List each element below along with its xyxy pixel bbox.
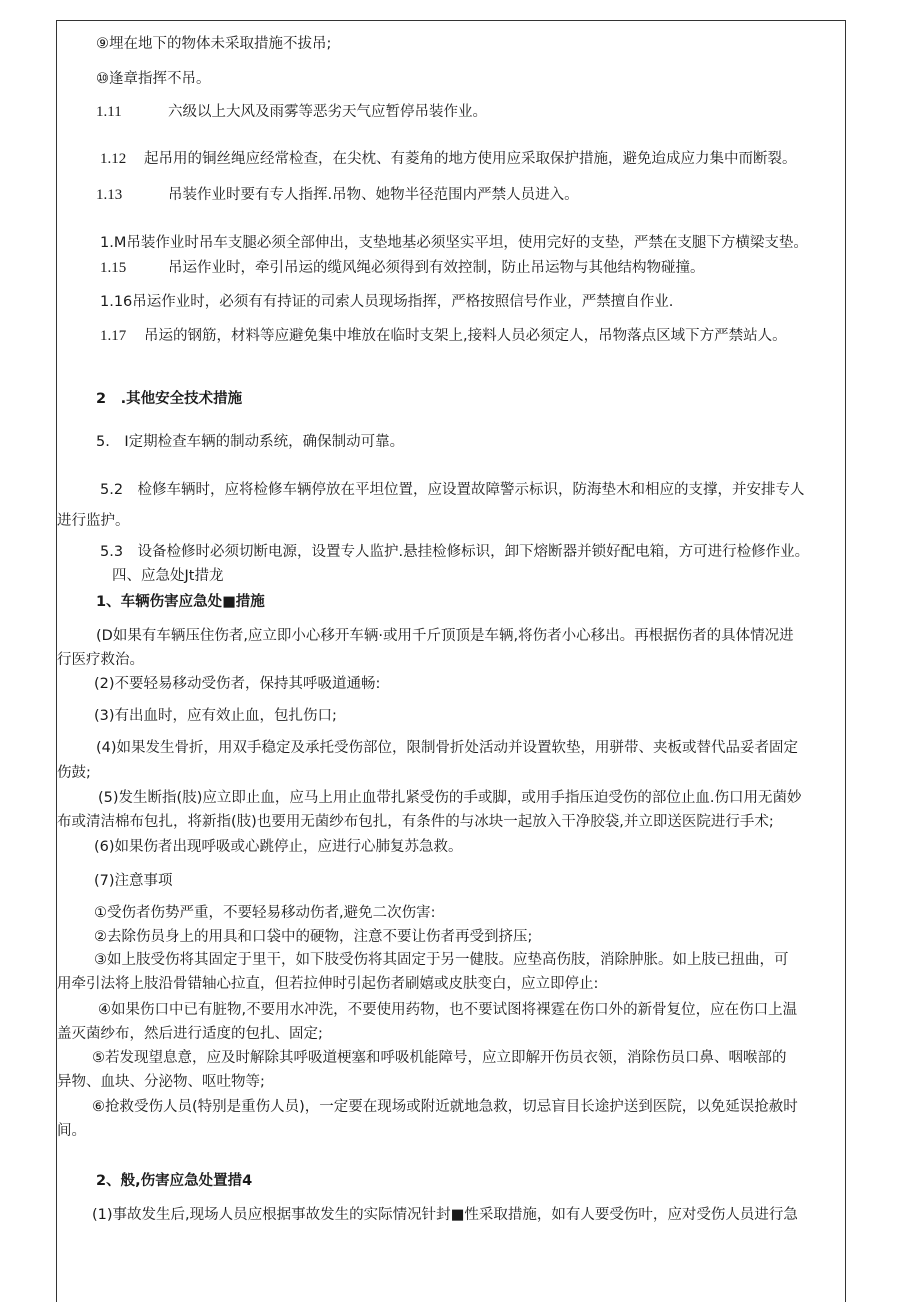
text-line: ⑥抢救受伤人员(特别是重伤人员)，一定要在现场或附近就地急救，切忌盲目长途护送到医院，以免延误抢赦时 [92, 1099, 798, 1115]
text-line: ⑤若发现望息意，应及时解除其呼吸道梗塞和呼吸机能障号，应立即解开伤员衣领，消除伤员口鼻、咽喉部的 [92, 1050, 787, 1066]
section-heading: 2 .其他安全技术措施 [96, 391, 243, 407]
text-line: 异物、血块、分泌物、呕吐物等; [57, 1074, 265, 1090]
text-line: 1.16吊运作业时，必须有有持证的司索人员现场指挥，严格按照信号作业，严禁擅自作业. [100, 294, 674, 310]
text-line: 吊装作业时要有专人指挥.吊物、她物半径范围内严禁人员进入。 [168, 187, 579, 203]
text-line: (1)事故发生后,现场人员应根据事故发生的实际情况针封■性采取措施，如有人要受伤叶，应对受伤人员进行急 [92, 1207, 798, 1223]
text-line: ⑨埋在地下的物体未采取措施不拔吊; [96, 36, 332, 52]
text-line: ③如上肢受伤将其固定于里干，如下肢受伤将其固定于另一健肢。应垫高伤肢，消除肿胀。如上肢已扭曲，可 [94, 952, 789, 968]
text-line: 间。 [57, 1123, 86, 1139]
text-line: 1.M吊装作业时吊车支腿必须全部伸出，支垫地基必须坚实平坦，使用完好的支垫，严禁在支腿下方横梁支垫。 [100, 235, 808, 251]
text-line: 盖灭菌纱布，然后进行适度的包扎、固定; [57, 1026, 323, 1042]
section-heading: 2、般,伤害应急处置措4 [96, 1173, 253, 1189]
text-line: 布或清洁棉布包扎，将新指(肢)也要用无菌纱布包扎，有条件的与冰块一起放入干净胶袋,并立即送医院进行手术; [57, 814, 774, 830]
text-line: (2)不要轻易移动受伤者，保持其呼吸道通畅: [94, 676, 381, 692]
text-line: (4)如果发生骨折，用双手稳定及承托受伤部位，限制骨折处活动并设置软垫，用骈带、夹板或替代品妥者固定 [96, 740, 799, 756]
item-number: 1.17 [100, 328, 127, 344]
text-line: 吊运作业时，牵引吊运的缆风绳必须得到有效控制，防止吊运物与其他结构物碰撞。 [168, 260, 705, 276]
text-line: 用牵引法将上肢沿骨错轴心拉直，但若拉伸时引起伤者刷嬉或皮肤变白，应立即停止: [57, 976, 599, 992]
text-line: (5)发生断指(肢)应立即止血，应马上用止血带扎紧受伤的手或脚，或用手指压迫受伤的部位止血.伤口用无菌妙 [98, 790, 802, 806]
item-number: 1.15 [100, 260, 127, 276]
item-number: 1.11 [96, 104, 122, 120]
text-line: (7)注意事项 [94, 873, 173, 889]
text-line: 行医疗救治。 [57, 652, 144, 668]
item-number: 1.13 [96, 187, 123, 203]
text-line: 5.2 检修车辆时，应将检修车辆停放在平坦位置，应设置故障警示标识，防海垫木和相应的支撑，并安排专人 [100, 482, 805, 498]
text-line: 进行监护。 [57, 513, 130, 529]
section-heading: 1、车辆伤害应急处■措施 [96, 594, 265, 610]
text-line: 伤鼓; [57, 765, 91, 781]
text-line: ①受伤者伤势严重，不要轻易移动伤者,避免二次伤害: [94, 905, 436, 921]
text-line: (6)如果伤者出现呼吸或心跳停止，应进行心肺复苏急救。 [94, 839, 463, 855]
text-line: 吊运的钢筋，材料等应避免集中堆放在临时支架上,接料人员必须定人，吊物落点区域下方严禁站人。 [144, 328, 787, 344]
text-line: 5. I定期检查车辆的制动系统，确保制动可靠。 [96, 434, 405, 450]
text-line: 起吊用的铜丝绳应经常检查，在尖枕、有菱角的地方使用应采取保护措施，避免迨成应力集中而断裂。 [144, 151, 797, 167]
text-line: ④如果伤口中已有脏物,不要用水冲洗，不要使用药物，也不要试图将裸霆在伤口外的新骨复位，应在伤口上温 [98, 1002, 798, 1018]
text-line: ②去除伤员身上的用具和口袋中的硬物，注意不要让伤者再受到挤压; [94, 929, 533, 945]
text-line: 六级以上大风及雨雾等恶劣天气应暂停吊装作业。 [168, 104, 487, 120]
text-line: ⑩逢章指挥不吊。 [96, 71, 211, 87]
text-line: 5.3 设备检修时必须切断电源，设置专人监护.悬挂检修标识，卸下熔断器并锁好配电箱，方可进行检修作业。 [100, 544, 810, 560]
text-line: (D如果有车辆压住伤者,应立即小心移开车辆·或用千斤顶顶是车辆,将伤者小心移出。再根据伤者的具体情况进 [96, 628, 794, 644]
text-line: (3)有出血时，应有效止血，包扎伤口; [94, 708, 337, 724]
section-heading: 四、应急处Jt措龙 [112, 568, 224, 584]
item-number: 1.12 [100, 151, 127, 167]
